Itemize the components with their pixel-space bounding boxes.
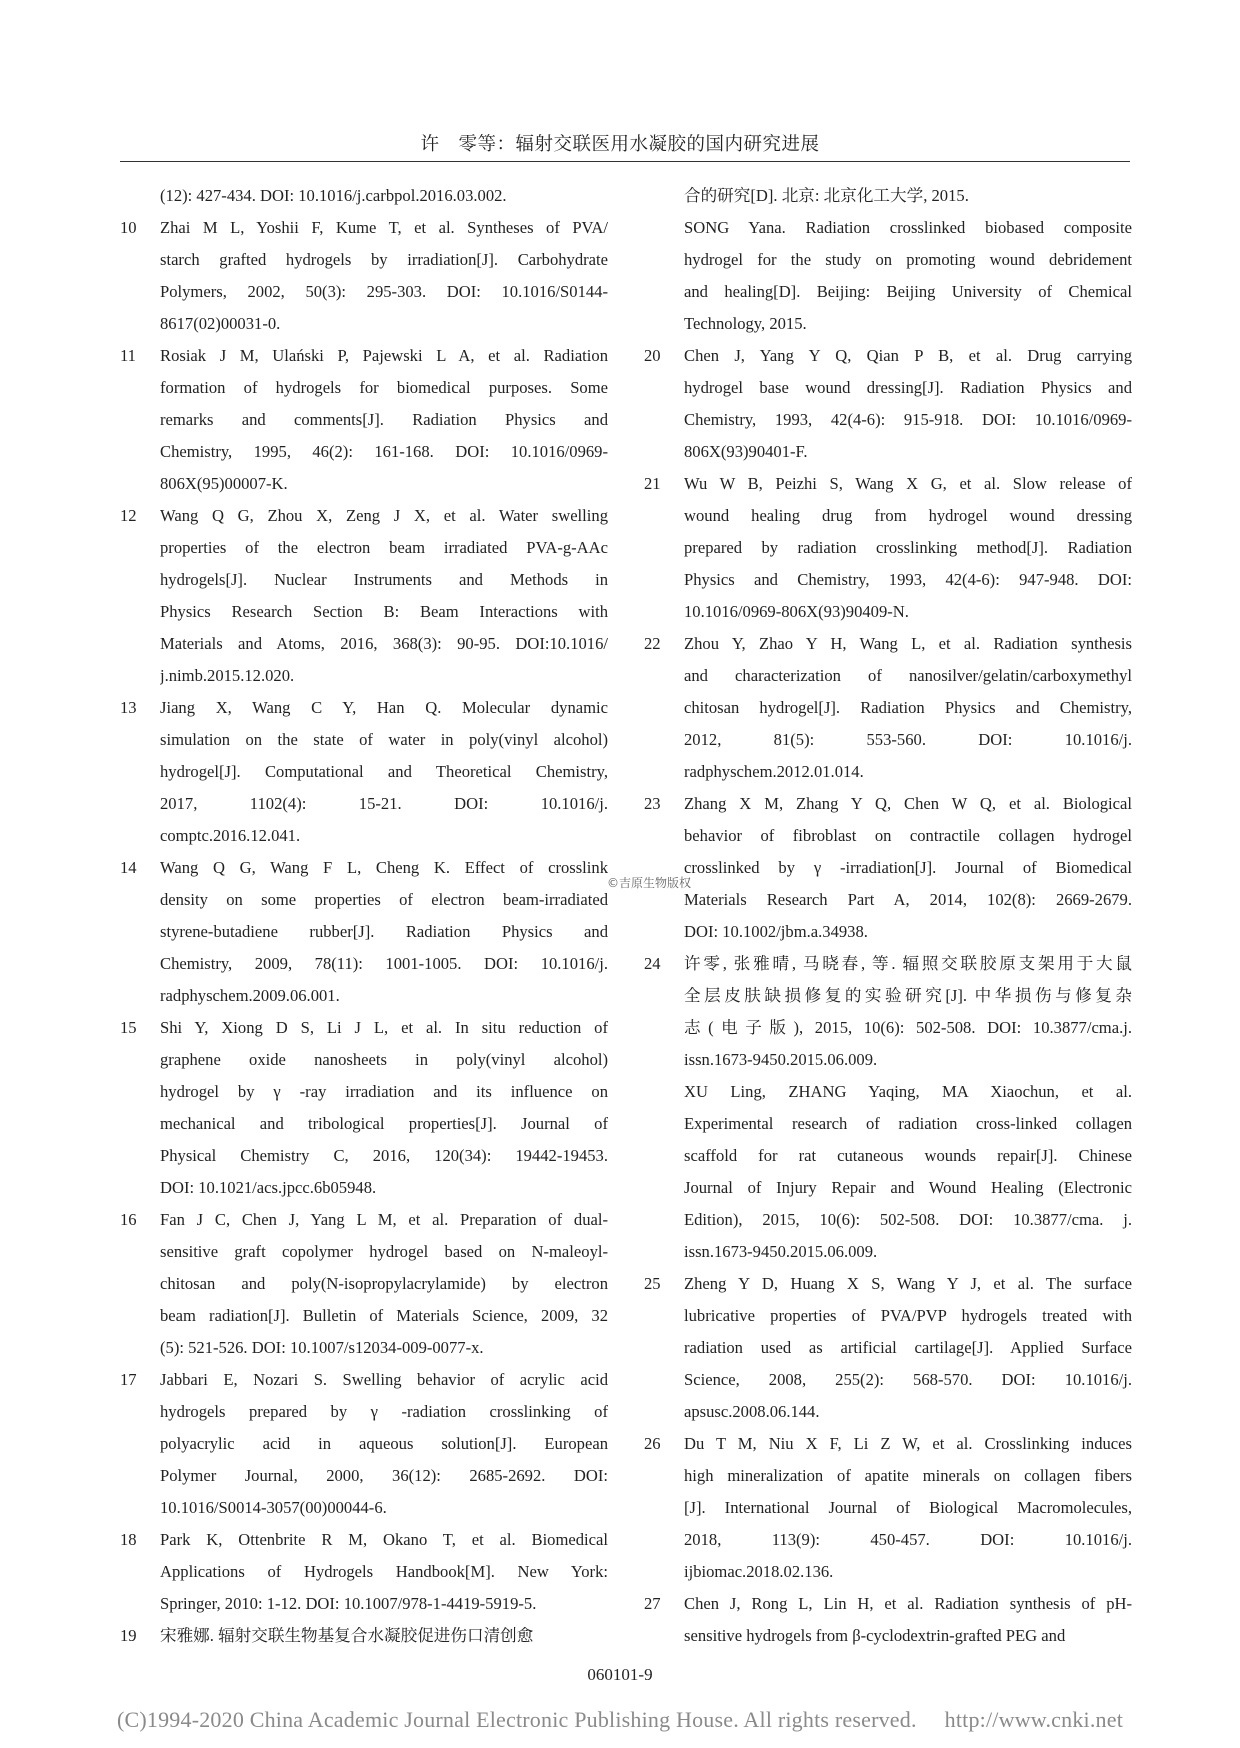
reference-number: 11 (120, 346, 136, 365)
reference-line: Science, 2008, 255(2): 568-570. DOI: 10.1016/j. (684, 1370, 1132, 1389)
reference-line: Chemistry, 2009, 78(11): 1001-1005. DOI: 10.1016/j. (160, 954, 608, 973)
reference-line: 宋雅娜. 辐射交联生物基复合水凝胶促进伤口清创愈 (160, 1626, 534, 1645)
reference-entry (120, 852, 608, 1012)
reference-entry (644, 1428, 1132, 1588)
reference-line: crosslinked by γ -irradiation[J]. Journal of Biomedical (684, 858, 1132, 877)
reference-line: chitosan and poly(N-isopropylacrylamide) by electron (160, 1274, 608, 1293)
reference-number: 25 (644, 1274, 661, 1293)
reference-entry (644, 340, 1132, 468)
reference-line: formation of hydrogels for biomedical purposes. Some (160, 378, 608, 397)
reference-line: 2012, 81(5): 553-560. DOI: 10.1016/j. (684, 730, 1132, 749)
reference-entry (644, 468, 1132, 628)
reference-line: apsusc.2008.06.144. (684, 1402, 820, 1421)
reference-entry (644, 212, 1132, 340)
reference-line: hydrogels[J]. Nuclear Instruments and Methods in (160, 570, 608, 589)
reference-line: Physical Chemistry C, 2016, 120(34): 19442-19453. (160, 1146, 608, 1165)
reference-line: and healing[D]. Beijing: Beijing University of Chemical (684, 282, 1132, 301)
reference-line: Physics Research Section B: Beam Interactions with (160, 602, 608, 621)
reference-line: j.nimb.2015.12.020. (160, 666, 295, 685)
reference-line: Zheng Y D, Huang X S, Wang Y J, et al. The surface (684, 1274, 1132, 1293)
reference-number: 27 (644, 1594, 661, 1613)
reference-line: and characterization of nanosilver/gelatin/carboxymethyl (684, 666, 1132, 685)
reference-line: Chemistry, 1993, 42(4-6): 915-918. DOI: 10.1016/0969- (684, 410, 1132, 429)
reference-line: scaffold for rat cutaneous wounds repair[J]. Chinese (684, 1146, 1132, 1165)
reference-line: lubricative properties of PVA/PVP hydrogels treated with (684, 1306, 1132, 1325)
reference-number: 19 (120, 1626, 137, 1645)
reference-line: radphyschem.2009.06.001. (160, 986, 340, 1005)
reference-line: (12): 427-434. DOI: 10.1016/j.carbpol.2016.03.002. (160, 186, 507, 205)
reference-line: behavior of fibroblast on contractile collagen hydrogel (684, 826, 1132, 845)
reference-line: polyacrylic acid in aqueous solution[J]. European (160, 1434, 608, 1453)
copyright-text: (C)1994-2020 China Academic Journal Electronic Publishing House. All rights reserved. (116, 1707, 917, 1732)
reference-line: radiation used as artificial cartilage[J]. Applied Surface (684, 1338, 1132, 1357)
reference-line: beam radiation[J]. Bulletin of Materials Science, 2009, 32 (160, 1306, 608, 1325)
reference-line: 806X(95)00007-K. (160, 474, 288, 493)
reference-line: Wu W B, Peizhi S, Wang X G, et al. Slow release of (684, 474, 1132, 493)
reference-entry (120, 1012, 608, 1204)
reference-line: graphene oxide nanosheets in poly(vinyl alcohol) (160, 1050, 608, 1069)
reference-line: Fan J C, Chen J, Yang L M, et al. Preparation of dual- (160, 1210, 608, 1229)
reference-line: hydrogel for the study on promoting wound debridement (684, 250, 1132, 269)
reference-entry (120, 1204, 608, 1364)
reference-line: hydrogels prepared by γ -radiation crosslinking of (160, 1402, 608, 1421)
reference-entry (120, 212, 608, 340)
running-header: 许 零等：辐射交联医用水凝胶的国内研究进展 (420, 135, 820, 155)
reference-line: 合的研究[D]. 北京: 北京化工大学, 2015. (684, 186, 969, 205)
reference-number: 24 (644, 954, 661, 973)
reference-line: high mineralization of apatite minerals on collagen fibers (684, 1466, 1132, 1485)
reference-number: 15 (120, 1018, 137, 1037)
reference-line: 2018, 113(9): 450-457. DOI: 10.1016/j. (684, 1530, 1132, 1549)
reference-line: Experimental research of radiation cross-linked collagen (684, 1114, 1132, 1133)
reference-line: Applications of Hydrogels Handbook[M]. New York: (160, 1562, 608, 1581)
reference-line: comptc.2016.12.041. (160, 826, 301, 845)
reference-number: 14 (120, 858, 137, 877)
reference-line: Zhang X M, Zhang Y Q, Chen W Q, et al. Biological (684, 794, 1132, 813)
reference-line: Rosiak J M, Ulański P, Pajewski L A, et al. Radiation (160, 346, 608, 365)
reference-line: Zhai M L, Yoshii F, Kume T, et al. Syntheses of PVA/ (160, 218, 608, 237)
reference-line: hydrogel[J]. Computational and Theoretical Chemistry, (160, 762, 608, 781)
reference-line: DOI: 10.1021/acs.jpcc.6b05948. (160, 1178, 377, 1197)
reference-line: 806X(93)90401-F. (684, 442, 808, 461)
reference-line: Polymers, 2002, 50(3): 295-303. DOI: 10.1016/S0144- (160, 282, 608, 301)
reference-line: Wang Q G, Wang F L, Cheng K. Effect of crosslink (160, 858, 608, 877)
reference-entry (644, 628, 1132, 788)
reference-line: remarks and comments[J]. Radiation Physics and (160, 410, 608, 429)
reference-number: 16 (120, 1210, 137, 1229)
reference-entry (644, 1076, 1132, 1268)
left-column (120, 180, 608, 1652)
reference-line: 全层皮肤缺损修复的实验研究[J]. 中华损伤与修复杂 (684, 986, 1132, 1005)
reference-line: 8617(02)00031-0. (160, 314, 281, 333)
reference-line: (5): 521-526. DOI: 10.1007/s12034-009-0077-x. (160, 1338, 484, 1357)
reference-line: simulation on the state of water in poly(vinyl alcohol) (160, 730, 608, 749)
reference-number: 18 (120, 1530, 137, 1549)
reference-line: Physics and Chemistry, 1993, 42(4-6): 947-948. DOI: (684, 570, 1132, 589)
reference-line: mechanical and tribological properties[J]. Journal of (160, 1114, 608, 1133)
reference-line: Springer, 2010: 1-12. DOI: 10.1007/978-1-4419-5919-5. (160, 1594, 537, 1613)
reference-line: Jiang X, Wang C Y, Han Q. Molecular dynamic (160, 698, 608, 717)
reference-line: Jabbari E, Nozari S. Swelling behavior of acrylic acid (160, 1370, 608, 1389)
reference-line: sensitive hydrogels from β-cyclodextrin-grafted PEG and (684, 1626, 1066, 1645)
reference-entry (120, 340, 608, 500)
reference-number: 22 (644, 634, 661, 653)
reference-number: 10 (120, 218, 137, 237)
reference-entry (644, 1588, 1132, 1652)
cnki-url[interactable]: http://www.cnki.net (944, 1707, 1124, 1732)
header-rule (120, 161, 1130, 162)
reference-line: XU Ling, ZHANG Yaqing, MA Xiaochun, et al. (684, 1082, 1132, 1101)
reference-line: wound healing drug from hydrogel wound dressing (684, 506, 1132, 525)
reference-number: 21 (644, 474, 661, 493)
reference-line: Chen J, Yang Y Q, Qian P B, et al. Drug carrying (684, 346, 1132, 365)
reference-line: [J]. International Journal of Biological Macromolecules, (684, 1498, 1132, 1517)
reference-entry (120, 692, 608, 852)
reference-number: 23 (644, 794, 661, 813)
reference-line: 2017, 1102(4): 15-21. DOI: 10.1016/j. (160, 794, 608, 813)
reference-line: 许零, 张雅晴, 马晓春, 等. 辐照交联胶原支架用于大鼠 (684, 954, 1132, 973)
copyright-footer (0, 1707, 1240, 1733)
reference-number: 20 (644, 346, 661, 365)
reference-line: SONG Yana. Radiation crosslinked biobased composite (684, 218, 1132, 237)
page-number: 060101-9 (587, 1665, 653, 1684)
reference-line: Park K, Ottenbrite R M, Okano T, et al. Biomedical (160, 1530, 608, 1549)
reference-line: starch grafted hydrogels by irradiation[J]. Carbohydrate (160, 250, 608, 269)
reference-entry (120, 1524, 608, 1620)
reference-line: Wang Q G, Zhou X, Zeng J X, et al. Water swelling (160, 506, 608, 525)
reference-line: Materials and Atoms, 2016, 368(3): 90-95. DOI:10.1016/ (160, 634, 608, 653)
reference-line: Shi Y, Xiong D S, Li J L, et al. In situ reduction of (160, 1018, 608, 1037)
reference-number: 26 (644, 1434, 661, 1453)
reference-number: 12 (120, 506, 137, 525)
reference-line: sensitive graft copolymer hydrogel based on N-maleoyl- (160, 1242, 608, 1261)
reference-line: DOI: 10.1002/jbm.a.34938. (684, 922, 868, 941)
reference-line: ijbiomac.2018.02.136. (684, 1562, 834, 1581)
reference-entry (120, 1620, 608, 1652)
reference-line: hydrogel base wound dressing[J]. Radiation Physics and (684, 378, 1132, 397)
reference-line: issn.1673-9450.2015.06.009. (684, 1242, 878, 1261)
reference-line: styrene-butadiene rubber[J]. Radiation Physics and (160, 922, 608, 941)
reference-entry (120, 180, 608, 212)
reference-number: 17 (120, 1370, 137, 1389)
reference-line: Chen J, Rong L, Lin H, et al. Radiation synthesis of pH- (684, 1594, 1132, 1613)
reference-entry (644, 180, 1132, 212)
reference-line: Technology, 2015. (684, 314, 807, 333)
right-column (644, 180, 1132, 1652)
reference-entry (644, 788, 1132, 948)
reference-line: radphyschem.2012.01.014. (684, 762, 864, 781)
reference-line: Edition), 2015, 10(6): 502-508. DOI: 10.3877/cma. j. (684, 1210, 1132, 1229)
reference-line: 志(电子版), 2015, 10(6): 502-508. DOI: 10.3877/cma.j. (684, 1018, 1132, 1037)
reference-line: Zhou Y, Zhao Y H, Wang L, et al. Radiation synthesis (684, 634, 1132, 653)
reference-entry (120, 500, 608, 692)
reference-entry (644, 1268, 1132, 1428)
reference-entry (644, 948, 1132, 1076)
reference-line: Materials Research Part A, 2014, 102(8): 2669-2679. (684, 890, 1132, 909)
watermark-stamp: ©吉原生物版权 (607, 876, 692, 890)
reference-line: properties of the electron beam irradiated PVA-g-AAc (160, 538, 608, 557)
reference-line: Polymer Journal, 2000, 36(12): 2685-2692. DOI: (160, 1466, 608, 1485)
reference-line: 10.1016/0969-806X(93)90409-N. (684, 602, 909, 621)
reference-line: Chemistry, 1995, 46(2): 161-168. DOI: 10.1016/0969- (160, 442, 608, 461)
reference-line: chitosan hydrogel[J]. Radiation Physics and Chemistry, (684, 698, 1132, 717)
reference-number: 13 (120, 698, 137, 717)
reference-line: issn.1673-9450.2015.06.009. (684, 1050, 878, 1069)
reference-line: Journal of Injury Repair and Wound Healing (Electronic (684, 1178, 1132, 1197)
reference-entry (120, 1364, 608, 1524)
reference-line: density on some properties of electron beam-irradiated (160, 890, 608, 909)
reference-line: prepared by radiation crosslinking method[J]. Radiation (684, 538, 1132, 557)
reference-line: Du T M, Niu X F, Li Z W, et al. Crosslinking induces (684, 1434, 1132, 1453)
reference-line: 10.1016/S0014-3057(00)00044-6. (160, 1498, 387, 1517)
reference-line: hydrogel by γ -ray irradiation and its influence on (160, 1082, 608, 1101)
